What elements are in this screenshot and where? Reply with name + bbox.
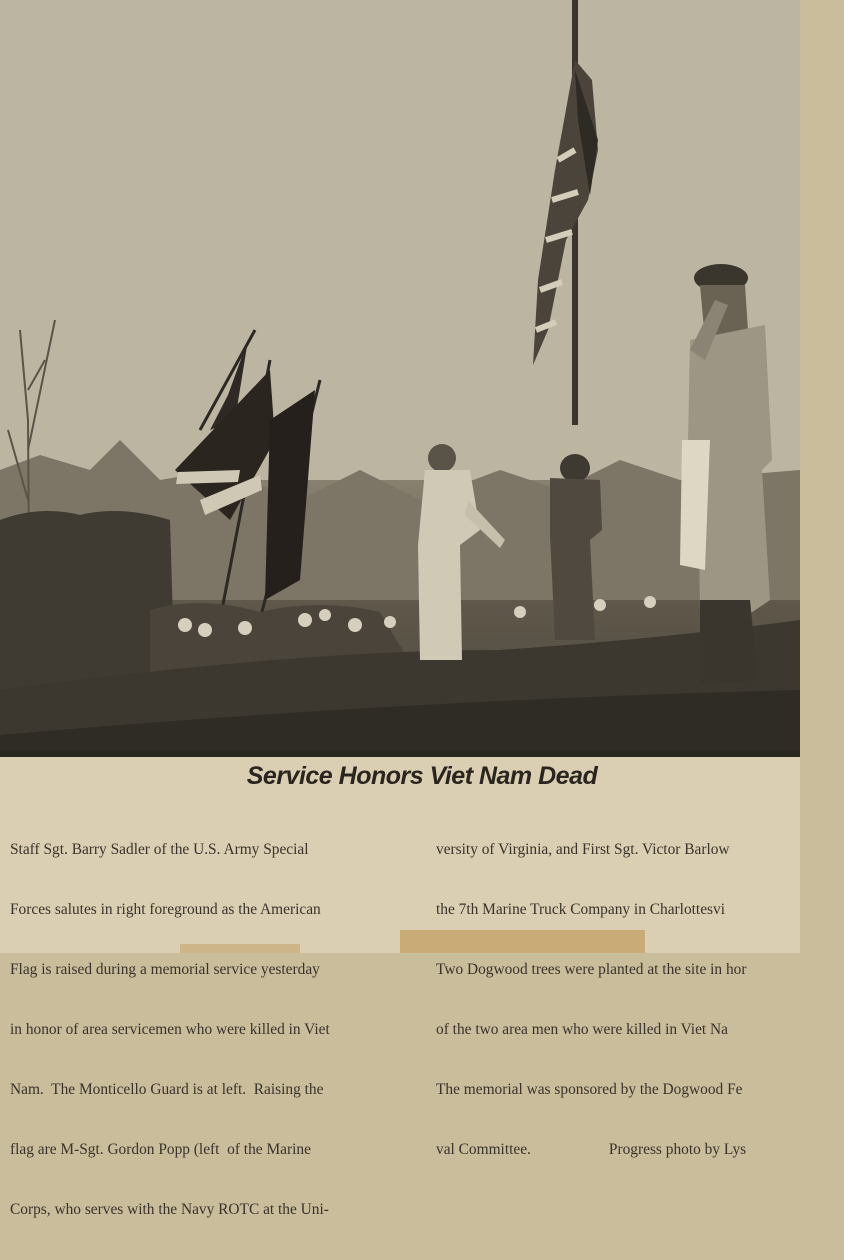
caption-line: Nam. The Monticello Guard is at left. Raising the <box>10 1081 324 1098</box>
caption-line: The memorial was sponsored by the Dogwood Fe <box>436 1081 743 1098</box>
caption-line: Staff Sgt. Barry Sadler of the U.S. Army Special <box>10 841 309 858</box>
photo-credit: Progress photo by Lys <box>608 1141 747 1158</box>
caption-line: Two Dogwood trees were planted at the site in hor <box>436 961 747 978</box>
caption-line: Flag is raised during a memorial service yesterday <box>10 961 320 978</box>
caption-right-column <box>436 800 800 1200</box>
caption-line: the 7th Marine Truck Company in Charlottesvi <box>436 901 725 918</box>
headline: Service Honors Viet Nam Dead <box>246 762 598 790</box>
caption-last-line <box>436 1140 800 1160</box>
caption-line: versity of Virginia, and First Sgt. Victor Barlow <box>436 841 730 858</box>
caption-line: Corps, who serves with the Navy ROTC at the Uni- <box>10 1201 329 1218</box>
caption-line: of the two area men who were killed in Viet Na <box>436 1021 728 1038</box>
caption-left-column <box>10 800 410 1260</box>
caption-line: val Committee. <box>436 1141 531 1158</box>
caption-line: in honor of area servicemen who were killed in Viet <box>10 1021 330 1038</box>
tape-strip <box>400 930 645 953</box>
caption-line: Forces salutes in right foreground as the American <box>10 901 321 918</box>
tape-strip <box>180 944 300 953</box>
caption-line: flag are M-Sgt. Gordon Popp (left of the Marine <box>10 1141 311 1158</box>
